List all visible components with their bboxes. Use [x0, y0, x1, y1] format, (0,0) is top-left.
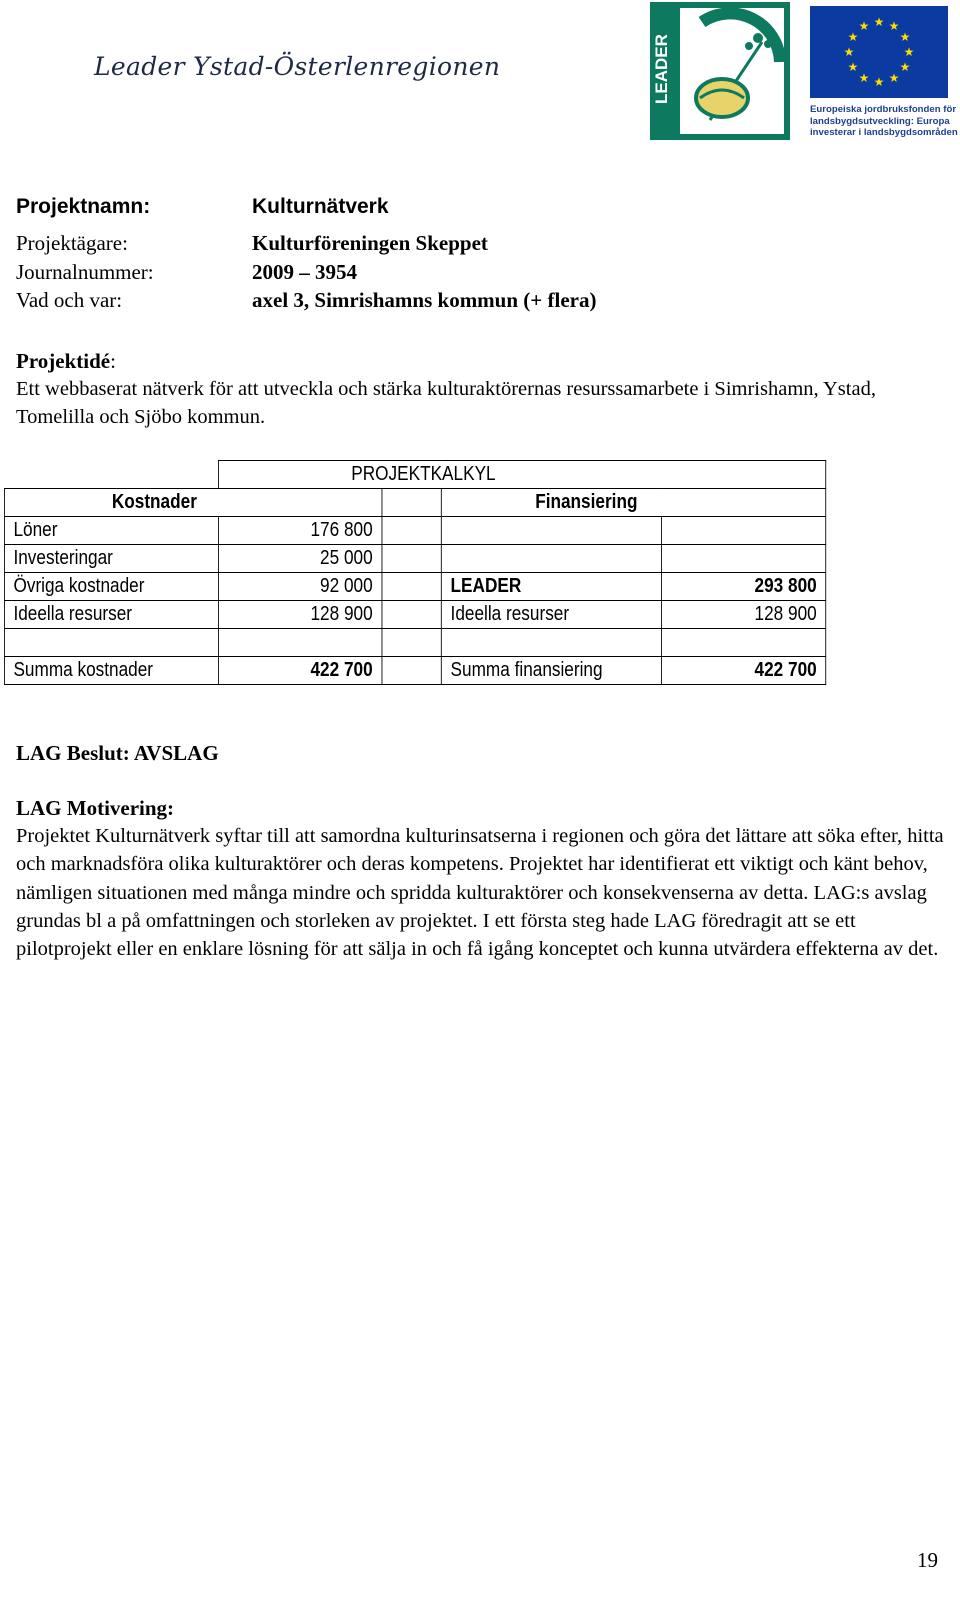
- project-idea-heading: Projektidé:: [16, 349, 116, 373]
- fund-label: [442, 629, 662, 657]
- budget-row: [4, 517, 825, 545]
- cost-label: Ideella resurser: [4, 601, 219, 629]
- svg-text:★: ★: [899, 30, 911, 44]
- document-header-title: Leader Ystad-Österlenregionen: [94, 52, 501, 81]
- funding-header: Finansiering: [442, 489, 826, 517]
- total-cost-label: Summa kostnader: [4, 657, 219, 685]
- project-idea-section: [16, 347, 936, 432]
- budget-title: PROJEKTKALKYL: [219, 461, 826, 489]
- budget-header-row: [4, 489, 825, 517]
- eu-caption-line: Europeiska jordbruksfonden för: [810, 104, 957, 115]
- total-fund-label: Summa finansiering: [442, 657, 662, 685]
- cost-value: 92 000: [219, 573, 382, 601]
- total-cost-value: 422 700: [219, 657, 382, 685]
- eu-caption-line: investerar i landsbygdsområden: [810, 127, 958, 138]
- svg-text:★: ★: [847, 60, 859, 74]
- svg-text:★: ★: [873, 75, 885, 89]
- leader-logo-text: LEADER: [652, 34, 671, 104]
- cost-value: [219, 629, 382, 657]
- eu-logo-block: [810, 6, 958, 139]
- eu-flag-icon: [810, 6, 948, 98]
- project-owner-label: Projektägare:: [16, 231, 128, 255]
- fund-value: [661, 517, 825, 545]
- fund-label: [442, 545, 662, 573]
- decision-section: [16, 739, 946, 963]
- cost-value: 176 800: [219, 517, 382, 545]
- where-value: axel 3, Simrishamns kommun (+ flera): [252, 288, 597, 312]
- project-name-row: [16, 193, 936, 229]
- fund-label: LEADER: [442, 573, 662, 601]
- cost-label: [4, 629, 219, 657]
- budget-row: [4, 629, 825, 657]
- svg-text:★: ★: [903, 45, 915, 59]
- svg-text:★: ★: [888, 19, 900, 33]
- where-row: [16, 286, 936, 315]
- cost-label: Investeringar: [4, 545, 219, 573]
- motivation-text: Projektet Kulturnätverk syftar till att samordna kulturinsatserna i regionen och göra det lättare att söka efter, hitta och marknadsföra olika kulturaktörer och deras kompetens. Projektet har identifierat ett viktigt och känt behov, nämligen situationen med många mindre och spridda kulturaktörer och konsekvenserna av detta. LAG:s avslag grundas bl a på omfattningen och storleken av projektet. I ett första steg hade LAG föredragit att se ett pilotprojekt eller en enklare lösning för att sälja in och få igång konceptet och kunna utvärdera effekterna av det.: [16, 825, 944, 961]
- fund-value: [661, 545, 825, 573]
- project-idea-text: Ett webbaserat nätverk för att utveckla och stärka kulturaktörernas resurssamarbete i Simrishamn, Ystad, Tomelilla och Sjöbo kommun.: [16, 378, 876, 429]
- leader-logo: [650, 2, 790, 140]
- total-fund-value: 422 700: [661, 657, 825, 685]
- project-name-label: Projektnamn:: [16, 195, 151, 218]
- motivation-heading: LAG Motivering:: [16, 796, 175, 820]
- journal-row: [16, 258, 936, 287]
- budget-row: [4, 601, 825, 629]
- fund-value: 293 800: [661, 573, 825, 601]
- cost-label: Löner: [4, 517, 219, 545]
- project-name-value: Kulturnätverk: [252, 195, 389, 218]
- project-owner-row: [16, 229, 936, 258]
- fund-value: 128 900: [661, 601, 825, 629]
- where-label: Vad och var:: [16, 288, 123, 312]
- eu-caption: [810, 104, 958, 139]
- journal-label: Journalnummer:: [16, 259, 154, 284]
- fund-label: [442, 517, 662, 545]
- svg-text:★: ★: [888, 71, 900, 85]
- budget-row: [4, 545, 825, 573]
- decision-label: LAG Beslut: AVSLAG: [16, 741, 219, 765]
- svg-text:★: ★: [858, 71, 870, 85]
- fund-label: Ideella resurser: [442, 601, 662, 629]
- svg-text:★: ★: [847, 30, 859, 44]
- budget-row: [4, 573, 825, 601]
- cost-label: Övriga kostnader: [4, 573, 219, 601]
- svg-text:★: ★: [843, 45, 855, 59]
- page-number: 19: [917, 1548, 938, 1572]
- project-info: [16, 193, 936, 315]
- costs-header: Kostnader: [4, 489, 381, 517]
- fund-value: [661, 629, 825, 657]
- budget-table: [4, 460, 826, 685]
- budget-title-row: [4, 461, 825, 489]
- project-owner-value: Kulturföreningen Skeppet: [252, 231, 488, 255]
- svg-text:★: ★: [873, 15, 885, 29]
- cost-value: 25 000: [219, 545, 382, 573]
- journal-value: 2009 – 3954: [252, 259, 357, 284]
- svg-text:★: ★: [858, 19, 870, 33]
- cost-value: 128 900: [219, 601, 382, 629]
- eu-caption-line: landsbygdsutveckling: Europa: [810, 115, 950, 127]
- budget-total-row: [4, 657, 825, 685]
- svg-text:★: ★: [899, 60, 911, 74]
